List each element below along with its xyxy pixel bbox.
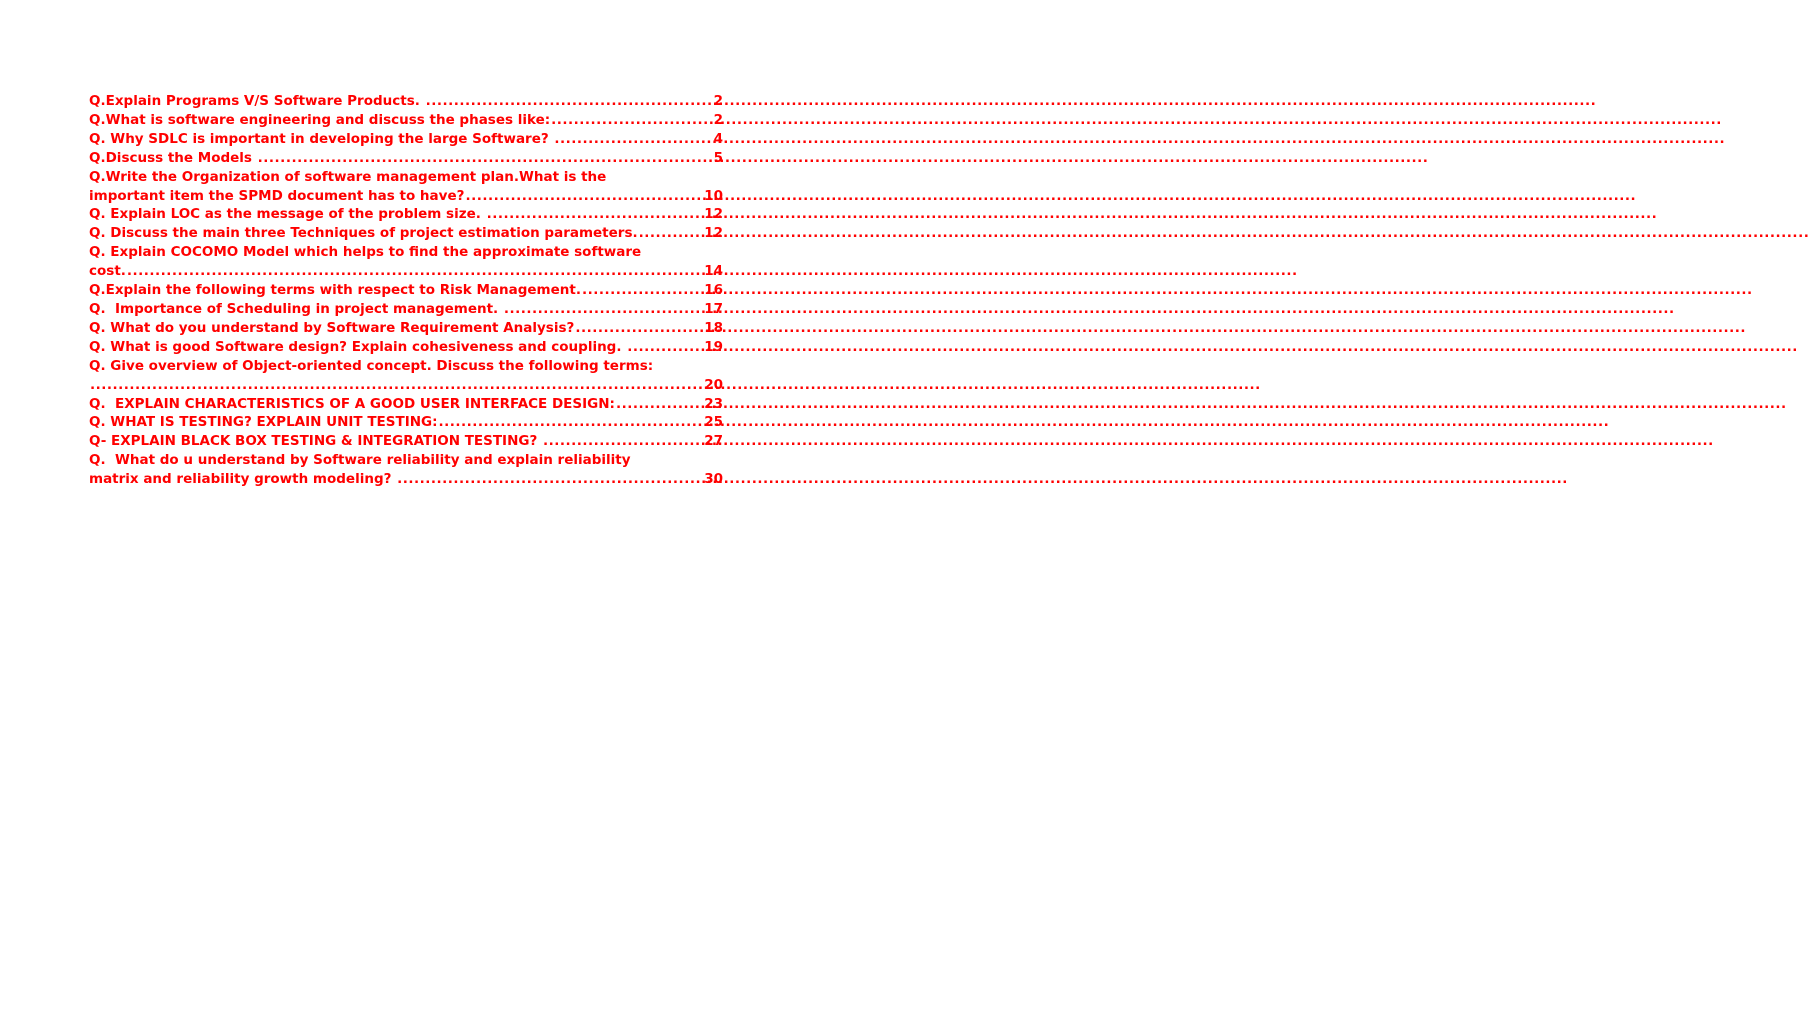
toc-dot-leader xyxy=(575,319,703,338)
toc-entry-title: Q. Give overview of Object-oriented concept. Discuss the following terms: xyxy=(89,357,654,374)
toc-entry-title: cost. xyxy=(89,263,126,280)
toc-entry-title: Q.Discuss the Models xyxy=(89,149,257,166)
toc-entry[interactable] xyxy=(89,149,723,168)
toc-dot-leader xyxy=(504,300,703,319)
toc-entry[interactable] xyxy=(89,224,723,243)
toc-entry-line xyxy=(89,376,723,395)
toc-dot-leader xyxy=(426,92,713,111)
toc-entry[interactable] xyxy=(89,168,723,206)
toc-dot-leader xyxy=(258,149,713,168)
toc-entry-title: Q. EXPLAIN CHARACTERISTICS OF A GOOD USER INTERFACE DESIGN: xyxy=(89,395,615,412)
toc-entry-line xyxy=(89,357,723,376)
toc-entry-title: Q. Why SDLC is important in developing the large Software? xyxy=(89,130,554,147)
toc-dot-leader xyxy=(616,395,703,414)
toc-entry-line xyxy=(89,451,723,470)
toc-entry[interactable] xyxy=(89,338,723,357)
toc-dot-leader xyxy=(627,338,703,357)
toc-page-number: 17 xyxy=(704,300,723,317)
toc-page-number: 16 xyxy=(704,282,723,299)
toc-dot-leader xyxy=(465,187,703,206)
toc-entry-title: Q.Explain Programs V/S Software Products. xyxy=(89,93,425,109)
document-page xyxy=(0,0,768,1024)
toc-entry[interactable] xyxy=(89,451,723,489)
toc-entry[interactable] xyxy=(89,413,723,432)
toc-entry[interactable] xyxy=(89,357,723,395)
toc-entry-line xyxy=(89,281,723,300)
toc-page-number: 12 xyxy=(704,206,723,223)
toc-entry[interactable] xyxy=(89,281,723,300)
toc-entry[interactable] xyxy=(89,319,723,338)
toc-entry-title: Q. What is good Software design? Explain cohesiveness and coupling. xyxy=(89,338,627,355)
toc-entry-line xyxy=(89,111,723,130)
toc-page-number: 2 xyxy=(713,111,723,128)
table-of-contents xyxy=(89,92,723,489)
toc-entry-title: Q. What do u understand by Software reliability and explain reliability xyxy=(89,452,631,469)
toc-page-number: 14 xyxy=(704,263,723,280)
toc-page-number: 27 xyxy=(704,433,723,450)
toc-entry-line xyxy=(89,395,723,414)
toc-dot-leader xyxy=(487,205,704,224)
toc-dot-leader xyxy=(90,376,703,395)
toc-entry[interactable] xyxy=(89,92,723,111)
toc-entry-line xyxy=(89,413,723,432)
toc-entry-title: Q.Explain the following terms with respect to Risk Management. xyxy=(89,282,581,299)
toc-entry-line xyxy=(89,432,723,451)
toc-page-number: 20 xyxy=(704,376,723,393)
toc-dot-leader xyxy=(551,111,712,130)
toc-entry-title: Q. Explain LOC as the message of the problem size. xyxy=(89,206,486,223)
toc-page-number: 4 xyxy=(713,130,723,147)
toc-page-number: 10 xyxy=(704,187,723,204)
toc-entry-line xyxy=(89,470,723,489)
toc-entry-title: Q- EXPLAIN BLACK BOX TESTING & INTEGRATION TESTING? xyxy=(89,433,542,450)
toc-page-number: 2 xyxy=(713,93,723,109)
toc-entry[interactable] xyxy=(89,395,723,414)
toc-entry[interactable] xyxy=(89,243,723,281)
toc-entry-line xyxy=(89,300,723,319)
toc-entry-line xyxy=(89,262,723,281)
toc-page-number: 25 xyxy=(704,414,723,431)
toc-page-number: 5 xyxy=(713,149,723,166)
toc-dot-leader xyxy=(582,281,703,300)
toc-entry-title: Q. Discuss the main three Techniques of project estimation parameters. xyxy=(89,225,638,242)
toc-dot-leader xyxy=(127,262,703,281)
toc-entry-line xyxy=(89,205,723,224)
toc-entry-line xyxy=(89,243,723,262)
toc-entry[interactable] xyxy=(89,130,723,149)
toc-dot-leader xyxy=(639,224,704,243)
toc-page-number: 19 xyxy=(704,338,723,355)
toc-entry-line xyxy=(89,92,723,111)
toc-entry-title: Q. Importance of Scheduling in project management. xyxy=(89,300,503,317)
toc-entry-title: Q.Write the Organization of software management plan.What is the xyxy=(89,168,607,185)
toc-page-number: 12 xyxy=(704,225,723,242)
toc-entry-line xyxy=(89,149,723,168)
toc-entry-title: matrix and reliability growth modeling? xyxy=(89,471,397,488)
toc-entry-title: Q. WHAT IS TESTING? EXPLAIN UNIT TESTING: xyxy=(89,414,438,431)
toc-entry-line xyxy=(89,319,723,338)
toc-dot-leader xyxy=(554,130,712,149)
toc-entry-title: Q. What do you understand by Software Requirement Analysis? xyxy=(89,319,575,336)
toc-page-number: 30 xyxy=(704,471,723,488)
toc-entry-title: Q. Explain COCOMO Model which helps to find the approximate software xyxy=(89,244,642,261)
toc-entry-line xyxy=(89,168,723,187)
toc-dot-leader xyxy=(397,470,703,489)
toc-entry-line xyxy=(89,130,723,149)
toc-entry-line xyxy=(89,338,723,357)
toc-dot-leader xyxy=(439,413,704,432)
toc-page-number: 18 xyxy=(704,319,723,336)
toc-dot-leader xyxy=(543,432,703,451)
toc-entry-title: important item the SPMD document has to have? xyxy=(89,187,465,204)
toc-entry[interactable] xyxy=(89,111,723,130)
toc-entry[interactable] xyxy=(89,432,723,451)
toc-entry-line xyxy=(89,187,723,206)
toc-page-number: 23 xyxy=(704,395,723,412)
toc-entry[interactable] xyxy=(89,300,723,319)
toc-entry[interactable] xyxy=(89,205,723,224)
toc-entry-title: Q.What is software engineering and discuss the phases like: xyxy=(89,111,551,128)
toc-entry-line xyxy=(89,224,723,243)
